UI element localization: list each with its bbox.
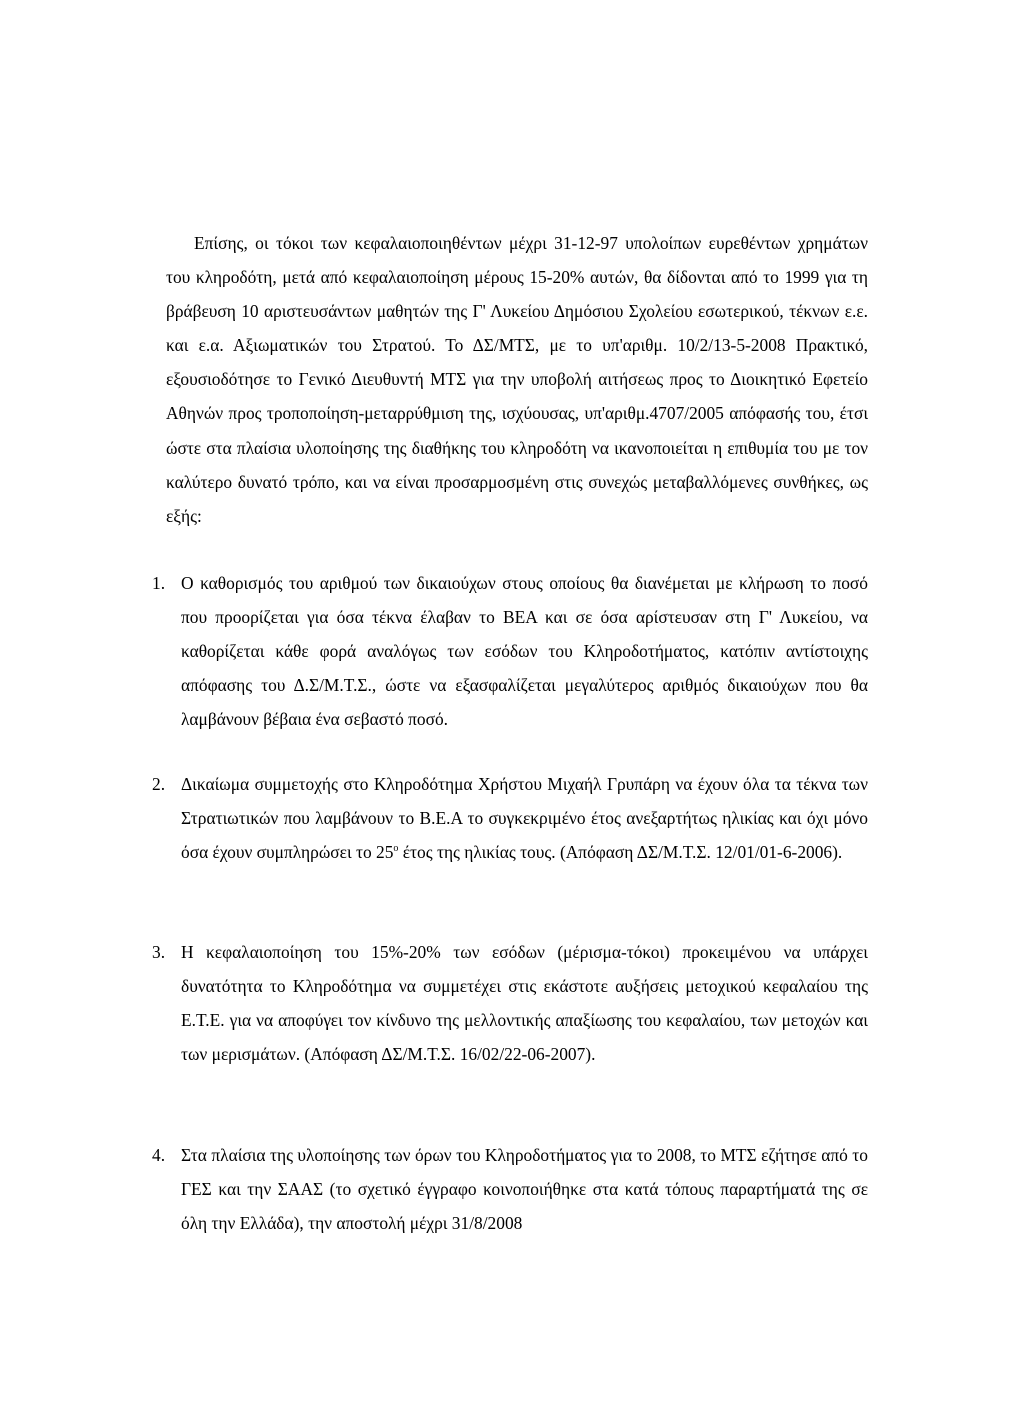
list-item-text bbox=[181, 767, 868, 869]
list-item-number: 2. bbox=[152, 774, 166, 794]
list-item-text: Ο καθορισμός του αριθμού των δικαιούχων στους οποίους θα διανέμεται με κλήρωση το ποσό που προορίζεται για όσα τέκνα έλαβαν το ΒΕΑ και σε όσα αρίστευσαν στη Γ' Λυκείου, να καθορίζεται κάθε φορά αναλόγως των εσόδων του Κληροδοτήματος, κατόπιν αντίστοιχης απόφασης του Δ.Σ/Μ.Τ.Σ., ώστε να εξασφαλίζεται μεγαλύτερος αριθμός δικαιούχων που θα λαμβάνουν βέβαια ένα σεβαστό ποσό. bbox=[181, 573, 868, 730]
list-item-number: 3. bbox=[152, 942, 166, 962]
list-item-text: Η κεφαλαιοποίηση του 15%-20% των εσόδων (μέρισμα-τόκοι) προκειμένου να υπάρχει δυνατότητα το Κληροδότημα να συμμετέχει στις εκάστοτε αυξήσεις μετοχικού κεφαλαίου της Ε.Τ.Ε. για να αποφύγει τον κίνδυνο της μελλοντικής απαξίωσης του κεφαλαίου, των μετοχών και των μερισμάτων. (Απόφαση ΔΣ/Μ.Τ.Σ. 16/02/22-06-2007). bbox=[181, 942, 868, 1065]
list-item-text-part: Δικαίωμα συμμετοχής στο Κληροδότημα Χρήστου Μιχαήλ Γρυπάρη να έχουν όλα τα τέκνα των Στρατιωτικών που λαμβάνουν το Β.Ε.Α το συγκεκριμένο έτος ανεξαρτήτως ηλικίας και όχι μόνο όσα έχουν συμπληρώσει το 25 bbox=[181, 774, 868, 863]
list-item-3 bbox=[152, 935, 868, 1071]
list-item-1 bbox=[152, 566, 868, 736]
list-item-number: 4. bbox=[152, 1145, 166, 1165]
list-item-number: 1. bbox=[152, 573, 166, 593]
list-item-4 bbox=[152, 1138, 868, 1240]
list-item-text-part: έτος της ηλικίας τους. (Απόφαση ΔΣ/Μ.Τ.Σ. 12/01/01-6-2006). bbox=[398, 842, 843, 863]
superscript-ordinal: ο bbox=[393, 843, 399, 855]
intro-paragraph: Επίσης, οι τόκοι των κεφαλαιοποιηθέντων μέχρι 31-12-97 υπολοίπων ευρεθέντων χρημάτων του κληροδότη, μετά από κεφαλαιοποίηση μέρους 15-20% αυτών, θα δίδονται από το 1999 για τη βράβευση 10 αριστευσάντων μαθητών της Γ' Λυκείου Δημόσιου Σχολείου εσωτερικού, τέκνων ε.ε. και ε.α. Αξιωματικών του Στρατού. Το ΔΣ/ΜΤΣ, με το υπ'αριθμ. 10/2/13-5-2008 Πρακτικό, εξουσιοδότησε το Γενικό Διευθυντή ΜΤΣ για την υποβολή αιτήσεως προς το Διοικητικό Εφετείο Αθηνών προς τροποποίηση-μεταρρύθμιση της, ισχύουσας, υπ'αριθμ.4707/2005 απόφασής του, έτσι ώστε στα πλαίσια υλοποίησης της διαθήκης του κληροδότη να ικανοποιείται η επιθυμία του με τον καλύτερο δυνατό τρόπο, και να είναι προσαρμοσμένη στις συνεχώς μεταβαλλόμενες συνθήκες, ως εξής: bbox=[166, 233, 868, 526]
list-item-text: Στα πλαίσια της υλοποίησης των όρων του Κληροδοτήματος για το 2008, το ΜΤΣ εζήτησε από το ΓΕΣ και την ΣΑΑΣ (το σχετικό έγγραφο κοινοποιήθηκε στα κατά τόπους παραρτήματά της σε όλη την Ελλάδα), την αποστολή μέχρι 31/8/2008 bbox=[181, 1145, 868, 1234]
list-item-2 bbox=[152, 767, 868, 869]
